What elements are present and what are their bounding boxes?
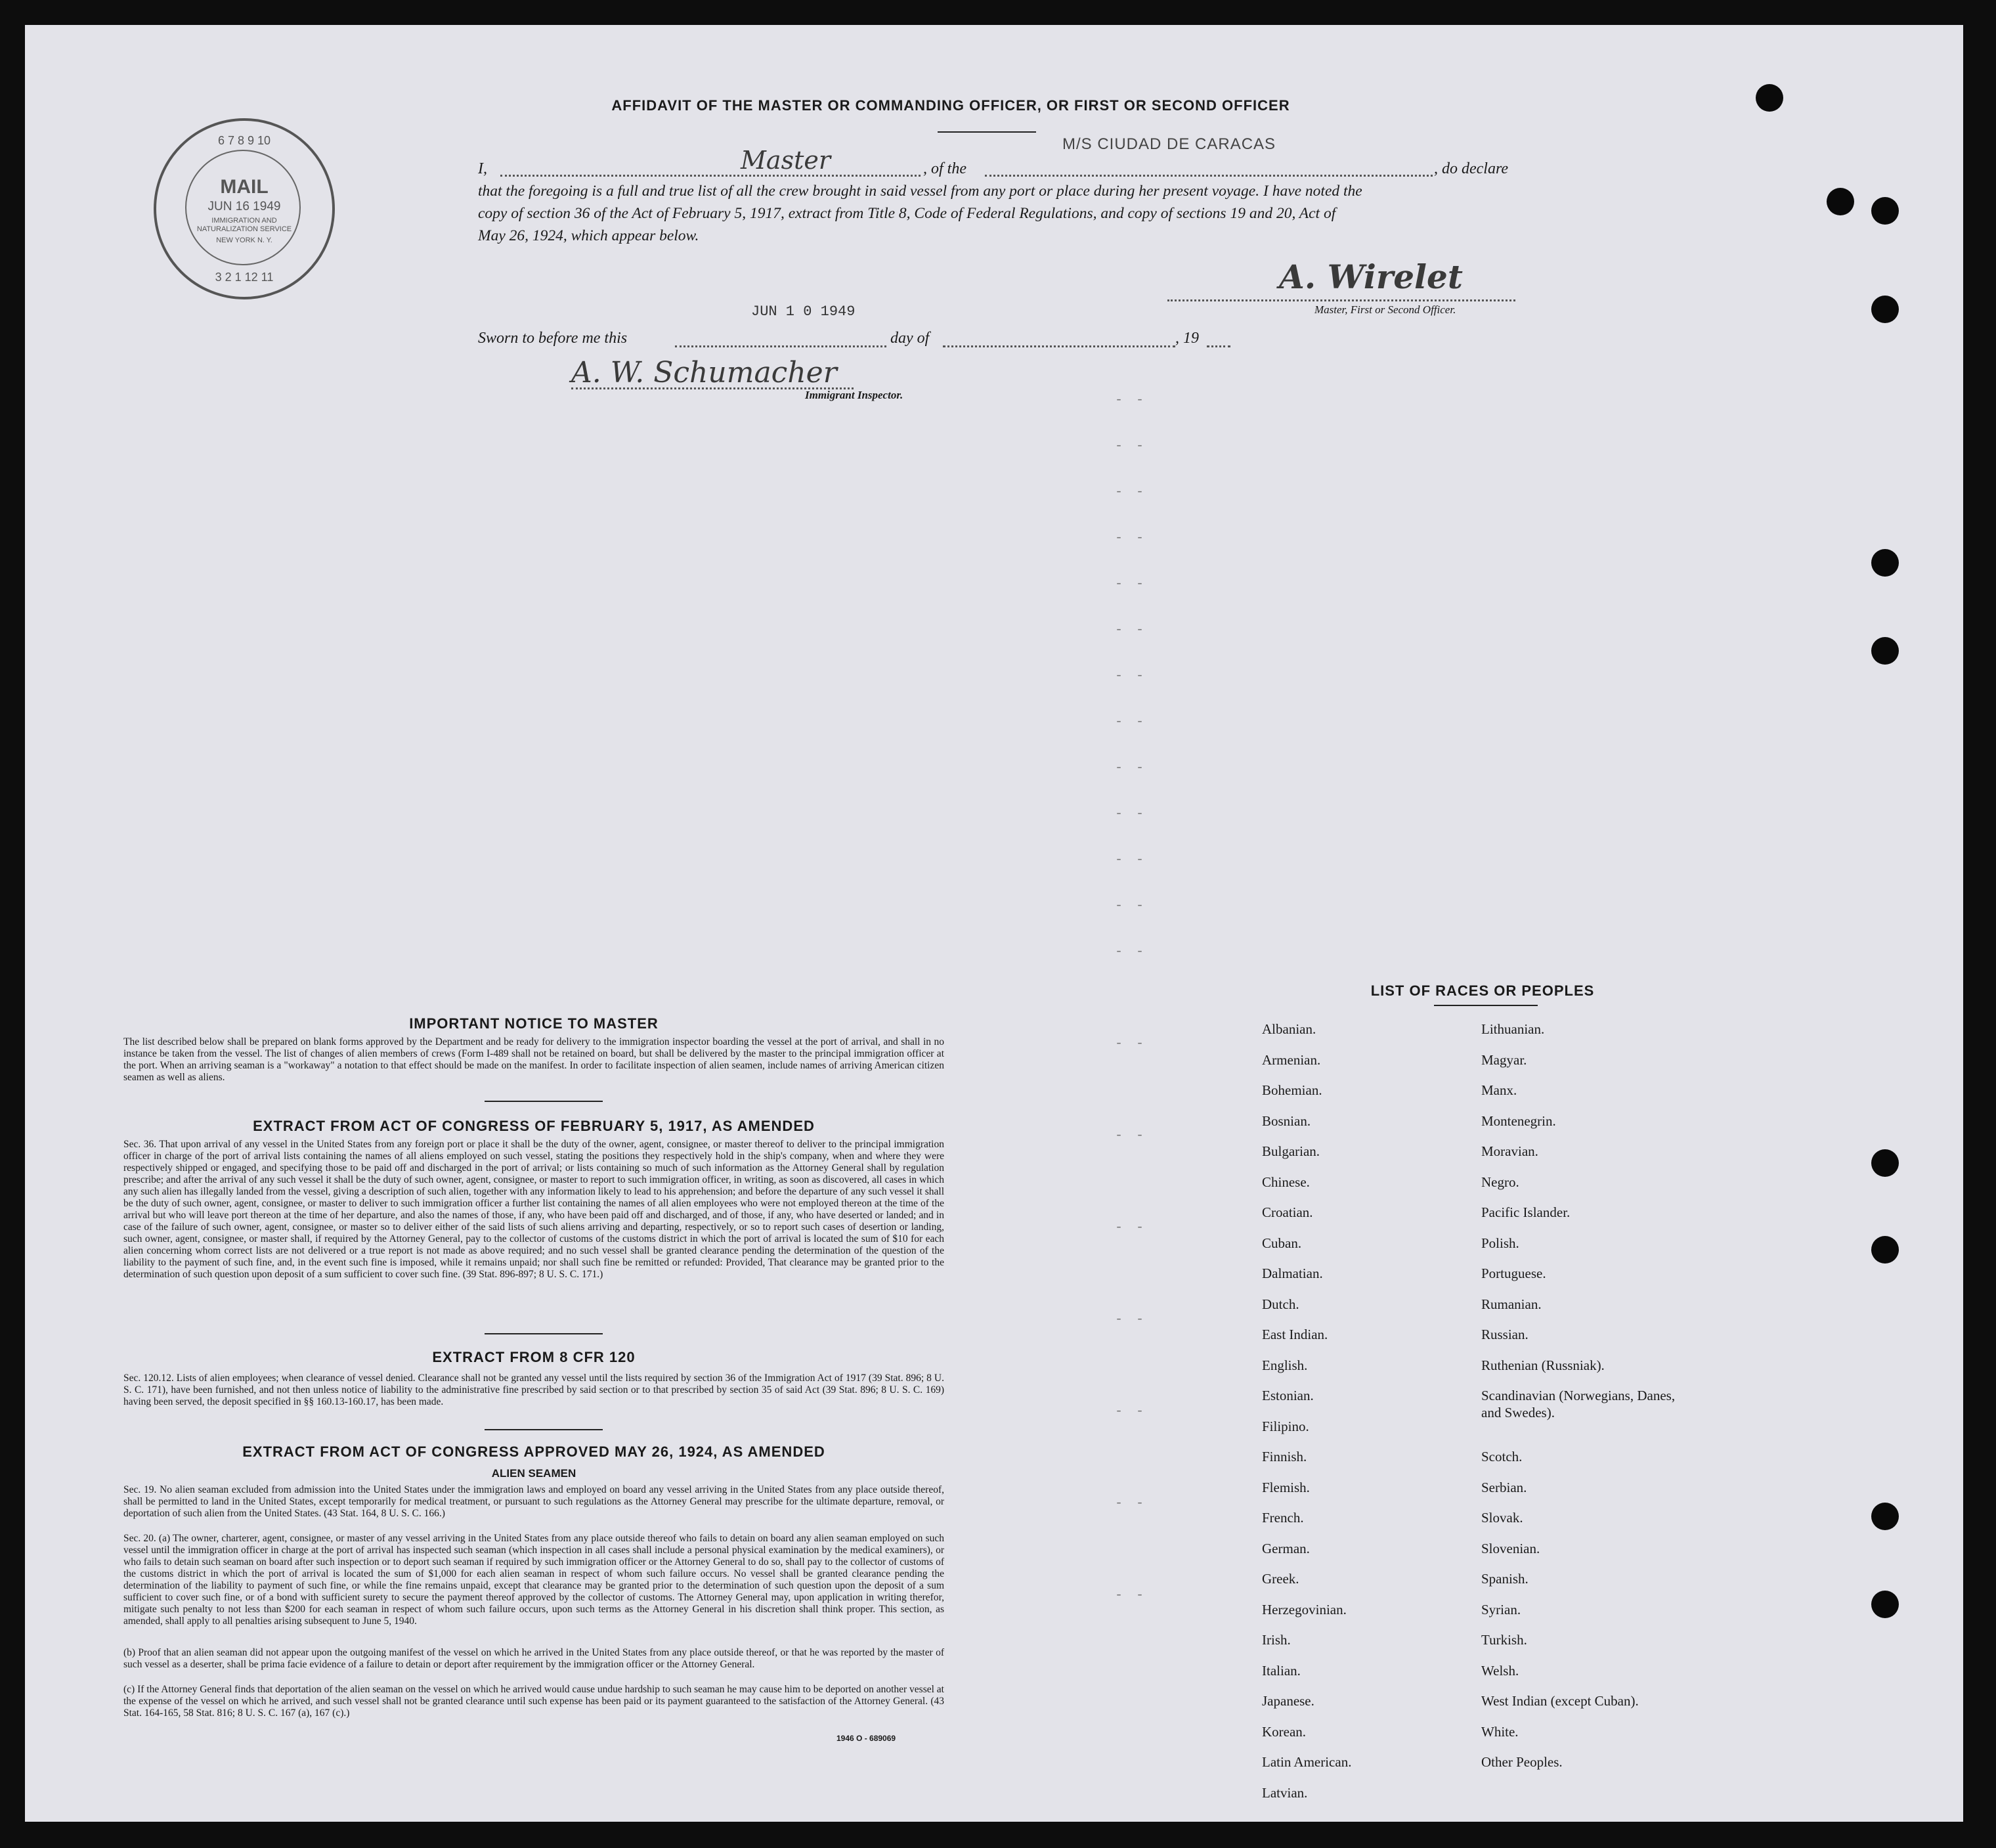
stray-mark: - - bbox=[1115, 1036, 1147, 1051]
race-item: East Indian. bbox=[1262, 1327, 1328, 1342]
affidavit-i-label: I, bbox=[478, 160, 487, 177]
race-item: Finnish. bbox=[1262, 1449, 1307, 1464]
race-item: Syrian. bbox=[1481, 1601, 1521, 1617]
extract-1924-title: EXTRACT FROM ACT OF CONGRESS APPROVED MAY 26, 1924, AS AMENDED bbox=[242, 1443, 825, 1460]
punch-hole bbox=[1871, 1591, 1899, 1618]
race-item: Italian. bbox=[1262, 1662, 1301, 1679]
declare-label: , do declare bbox=[1434, 160, 1509, 177]
race-item: Lithuanian. bbox=[1481, 1021, 1545, 1037]
stray-mark: - - bbox=[1115, 1220, 1147, 1235]
race-item: Magyar. bbox=[1481, 1051, 1527, 1068]
affidavit-line-4: May 26, 1924, which appear below. bbox=[478, 227, 699, 244]
extract-1917-divider bbox=[485, 1333, 603, 1334]
notice-divider bbox=[485, 1101, 603, 1102]
stray-mark: - - bbox=[1115, 852, 1147, 868]
inspector-caption: Immigrant Inspector. bbox=[805, 389, 903, 401]
inspector-signature: A. W. Schumacher bbox=[571, 356, 837, 389]
affidavit-line-2: that the foregoing is a full and true list of all the crew brought in said vessel from any port or place during her present voyage. I have noted the bbox=[478, 183, 1362, 200]
race-item: Bohemian. bbox=[1262, 1082, 1322, 1098]
master-handwritten: Master bbox=[741, 146, 831, 175]
race-item: Serbian. bbox=[1481, 1479, 1527, 1495]
document-page bbox=[25, 25, 1963, 1822]
master-signature: A. Wirelet bbox=[1279, 257, 1463, 296]
race-item: Bosnian. bbox=[1262, 1112, 1311, 1129]
race-item: Turkish. bbox=[1481, 1632, 1527, 1648]
stray-mark: - - bbox=[1115, 760, 1147, 776]
stray-mark: - - bbox=[1115, 806, 1147, 822]
race-item: Moravian. bbox=[1481, 1143, 1538, 1159]
sec-20c-text: (c) If the Attorney General finds that deportation of the alien seaman on the vessel on which he arrived would cause undue hardship to such seaman he may cause him to be deported on another vessel at the expense of the vessel on which he arrived, and such vessel shall not be granted clearance until such expense has been paid or its payment guaranteed to the satisfaction of the Attorney General. (43 Stat. 164-165, 58 Stat. 816; 8 U. S. C. 167 (a), 167 (c).) bbox=[123, 1684, 944, 1719]
punch-hole bbox=[1871, 1503, 1899, 1530]
stray-mark: - - bbox=[1115, 531, 1147, 546]
extract-1924-subtitle: ALIEN SEAMEN bbox=[491, 1467, 576, 1480]
stray-mark: - - bbox=[1115, 944, 1147, 959]
race-item: Korean. bbox=[1262, 1723, 1307, 1740]
race-item: Flemish. bbox=[1262, 1479, 1310, 1495]
races-title: LIST OF RACES OR PEOPLES bbox=[1370, 982, 1595, 999]
punch-hole bbox=[1871, 637, 1899, 665]
year-line bbox=[1207, 345, 1230, 347]
of-the-label: , of the bbox=[923, 160, 966, 177]
month-line bbox=[943, 345, 1175, 347]
extract-cfr-divider bbox=[485, 1429, 603, 1430]
race-item: White. bbox=[1481, 1723, 1519, 1740]
stray-mark: - - bbox=[1115, 1128, 1147, 1143]
race-item: Slovenian. bbox=[1481, 1540, 1540, 1556]
stray-mark: - - bbox=[1115, 898, 1147, 913]
stamp-digits-top: 6 7 8 9 10 bbox=[217, 134, 271, 147]
races-left-column bbox=[1262, 1021, 1472, 1815]
race-item: Other Peoples. bbox=[1481, 1754, 1563, 1770]
signature-caption: Master, First or Second Officer. bbox=[1314, 303, 1456, 316]
race-item: Polish. bbox=[1481, 1235, 1519, 1251]
mail-date-stamp bbox=[154, 118, 335, 299]
punch-hole bbox=[1756, 84, 1783, 112]
sec-20a-text: Sec. 20. (a) The owner, charterer, agent, consignee, or master of any vessel arriving in the United States from any place outside thereof who fails to detain on board any alien seaman employed on such vessel until the immigration officer in charge at the port of arrival has inspected such seaman (which inspection in all cases shall include a personal physical examination by the medical examiners), or who fails to detain such seaman on board after such inspection or to deport such seaman if required by such immigration officer or the Attorney General to do so, shall pay to the collector of customs of the customs district in which the port of arrival is located the sum of $1,000 for each alien seaman in respect of whom such failure occurs. No vessel shall be granted clearance pending the determination of the liability to payment of such fine, or while the fine remains unpaid, except that clearance may be granted prior to the determination of such question upon the deposit of a sum sufficient to cover such fine, or of a bond with sufficient surety to secure the payment thereof approved by the collector of customs. The Attorney General may, upon application in writing therefor, mitigate such penalty to not less than $200 for each seaman in respect of whom such failure occurs, upon such terms as the Attorney General in his discretion shall think proper. This section, as amended, shall apply to all penalties arising subsequent to June 5, 1940. bbox=[123, 1533, 944, 1627]
race-item: Cuban. bbox=[1262, 1235, 1302, 1251]
stamp-date: JUN 16 1949 bbox=[207, 200, 281, 213]
stray-mark: - - bbox=[1115, 623, 1147, 638]
race-item: Spanish. bbox=[1481, 1571, 1529, 1587]
race-item: Welsh. bbox=[1481, 1662, 1519, 1679]
race-item: Bulgarian. bbox=[1262, 1143, 1320, 1159]
stray-mark: - - bbox=[1115, 1588, 1147, 1603]
race-item: Filipino. bbox=[1262, 1418, 1309, 1434]
stray-mark: - - bbox=[1115, 669, 1147, 684]
punch-hole bbox=[1871, 549, 1899, 577]
race-item: Albanian. bbox=[1262, 1021, 1316, 1037]
day-of-label: day of bbox=[890, 330, 930, 347]
sec-20b-text: (b) Proof that an alien seaman did not appear upon the outgoing manifest of the vessel on which he arrived in the United States from any place outside thereof, or that he was reported by the master of such vessel as a deserter, shall be prima facie evidence of a failure to detain or deport after requirement by the immigration officer or the Attorney General. bbox=[123, 1647, 944, 1670]
sworn-day-line bbox=[675, 345, 886, 347]
races-underline bbox=[1434, 1005, 1538, 1006]
race-item: Armenian. bbox=[1262, 1051, 1321, 1068]
stamp-mail-label: MAIL bbox=[220, 176, 269, 198]
affidavit-title: AFFIDAVIT OF THE MASTER OR COMMANDING OFFICER, OR FIRST OR SECOND OFFICER bbox=[611, 97, 1290, 114]
punch-hole bbox=[1871, 1236, 1899, 1264]
race-item: Negro. bbox=[1481, 1174, 1519, 1190]
race-item: Manx. bbox=[1481, 1082, 1517, 1098]
vessel-dotted-line bbox=[985, 175, 1433, 177]
race-item: Japanese. bbox=[1262, 1693, 1314, 1709]
race-item: Irish. bbox=[1262, 1632, 1291, 1648]
date-stamp: JUN 1 0 1949 bbox=[751, 303, 856, 320]
title-underline bbox=[938, 131, 1036, 133]
stray-mark: - - bbox=[1115, 1496, 1147, 1511]
race-item: Chinese. bbox=[1262, 1174, 1310, 1190]
race-item: English. bbox=[1262, 1357, 1308, 1373]
race-item: Latvian. bbox=[1262, 1784, 1308, 1801]
stamp-city: NEW YORK N. Y. bbox=[216, 236, 272, 244]
race-item: Scotch. bbox=[1481, 1449, 1523, 1464]
year-prefix: , 19 bbox=[1175, 330, 1199, 347]
extract-cfr-title: EXTRACT FROM 8 CFR 120 bbox=[432, 1349, 636, 1365]
race-item: Herzegovinian. bbox=[1262, 1601, 1347, 1617]
race-item: Dalmatian. bbox=[1262, 1265, 1323, 1281]
race-item: Slovak. bbox=[1481, 1510, 1523, 1526]
punch-hole bbox=[1871, 197, 1899, 225]
signature-line bbox=[1167, 299, 1515, 301]
race-item: French. bbox=[1262, 1510, 1304, 1526]
race-item: Montenegrin. bbox=[1481, 1112, 1556, 1129]
race-item: Dutch. bbox=[1262, 1296, 1299, 1312]
print-code: 1946 O - 689069 bbox=[836, 1734, 896, 1743]
notice-title: IMPORTANT NOTICE TO MASTER bbox=[409, 1015, 659, 1032]
vessel-name: M/S CIUDAD DE CARACAS bbox=[1062, 135, 1276, 153]
race-item: German. bbox=[1262, 1540, 1310, 1556]
affidavit-line-3: copy of section 36 of the Act of February 5, 1917, extract from Title 8, Code of Federal Regulations, and copy of sections 19 and 20, Act of bbox=[478, 205, 1336, 222]
sworn-label: Sworn to before me this bbox=[478, 330, 628, 347]
extract-1917-body: Sec. 36. That upon arrival of any vessel in the United States from any foreign port or place it shall be the duty of the owner, agent, consignee, or master thereof to deliver to the principal immigration officer in charge of the port of arrival lists containing the names of all aliens employed on such vessel, stating the positions they respectively hold in the ship's company, when and where they were respectively shipped or engaged, and specifying those to be paid off and discharged in the port of arrival; or lists containing so much of such information as the Attorney General shall by regulation prescribe; and after the arrival of any such vessel it shall be the duty of such owner, agent, consignee, or master to report to such immigration officer, in writing, as soon as discovered, all cases in which any such alien has illegally landed from the vessel, giving a description of such alien, together with any information likely to lead to his apprehension; and before the departure of any such vessel it shall be the duty of such owner, agent, consignee, or master to deliver to such immigration officer a further list containing the names of all alien employees who were not employed thereon at the time of the arrival but who will leave port thereon at the time of her departure, and also the names of those, if any, who have been paid off and discharged, and of those, if any, who have deserted or landed; and in case of the failure of such owner, agent, consignee, or master so to deliver either of the said lists of such aliens arriving and departing, respectively, or so to report such cases of desertion or landing, such owner, agent, consignee, or master shall, if required by the Attorney General, pay to the collector of customs of the customs district in which the port of arrival is located the sum of $10 for each alien concerning whom correct lists are not delivered or a true report is not made as above required; and no such vessel shall be granted clearance pending the determination of the question of the liability to the payment of such fine, and, in the event such fine is imposed, while it remains unpaid; nor shall such fine be remitted or refunded: Provided, That clearance may be granted prior to the determination of such question upon deposit of a sum sufficient to cover such fine. (39 Stat. 896-897; 8 U. S. C. 171.) bbox=[123, 1139, 944, 1280]
extract-cfr-body: Sec. 120.12. Lists of alien employees; when clearance of vessel denied. Clearance shall not be granted any vessel until the lists required by section 36 of the Immigration Act of 1917 (39 Stat. 896; 8 U. S. C. 171), have been furnished, and not then unless notice of liability to the administrative fine prescribed by said section or to that prescribed by section 35 of said Act (39 Stat. 896; 8 U. S. C. 169) having been served, the deposit specified in §§ 160.13-160.17, has been made. bbox=[123, 1373, 944, 1407]
name-dotted-line bbox=[500, 175, 921, 177]
race-item: Portuguese. bbox=[1481, 1265, 1546, 1281]
stray-mark: - - bbox=[1115, 439, 1147, 454]
stamp-service: IMMIGRATION AND NATURALIZATION SERVICE bbox=[196, 217, 292, 233]
stray-mark: - - bbox=[1115, 393, 1147, 408]
stray-mark: - - bbox=[1115, 1404, 1147, 1419]
race-item: Russian. bbox=[1481, 1327, 1529, 1342]
stray-mark: - - bbox=[1115, 715, 1147, 730]
stray-mark: - - bbox=[1115, 577, 1147, 592]
sec-19-text: Sec. 19. No alien seaman excluded from admission into the United States under the immigration laws and employed on board any vessel arriving in the United States from any place outside thereof, shall be permitted to land in the United States, except temporarily for medical treatment, or pursuant to such regulations as the Attorney General may prescribe for the ultimate departure, removal, or deportation of such alien from the United States. (43 Stat. 164, 8 U. S. C. 166.) bbox=[123, 1484, 944, 1519]
race-item: Rumanian. bbox=[1481, 1296, 1542, 1312]
race-item: Scandinavian (Norwegians, Danes, and Swedes). bbox=[1481, 1388, 1676, 1420]
stray-mark: - - bbox=[1115, 485, 1147, 500]
punch-hole bbox=[1871, 1149, 1899, 1177]
race-item: Pacific Islander. bbox=[1481, 1204, 1571, 1220]
extract-1917-title: EXTRACT FROM ACT OF CONGRESS OF FEBRUARY 5, 1917, AS AMENDED bbox=[253, 1118, 815, 1134]
punch-hole bbox=[1827, 188, 1854, 215]
race-item: Croatian. bbox=[1262, 1204, 1313, 1220]
stamp-digits-bottom: 3 2 1 12 11 bbox=[215, 271, 274, 284]
race-item: Ruthenian (Russniak). bbox=[1481, 1357, 1605, 1373]
race-item: Latin American. bbox=[1262, 1754, 1352, 1770]
races-right-column bbox=[1481, 1021, 1744, 1784]
race-item: Greek. bbox=[1262, 1571, 1299, 1587]
notice-body: The list described below shall be prepared on blank forms approved by the Department and be ready for delivery to the immigration inspector boarding the vessel at the port of arrival, and shall in no instance be taken from the vessel. The list of changes of alien members of crews (Form I-489 shall not be retained on board, but shall be delivered by the master to the principal immigration officer at the port. When an arriving seaman is a "workaway" a notation to that effect should be made on the manifest. In order to facilitate inspection of alien seamen, include names of arriving American citizen seamen as well as aliens. bbox=[123, 1036, 944, 1083]
punch-hole bbox=[1871, 296, 1899, 323]
stray-mark: - - bbox=[1115, 1312, 1147, 1327]
race-item: Estonian. bbox=[1262, 1388, 1314, 1403]
race-item: West Indian (except Cuban). bbox=[1481, 1693, 1639, 1709]
